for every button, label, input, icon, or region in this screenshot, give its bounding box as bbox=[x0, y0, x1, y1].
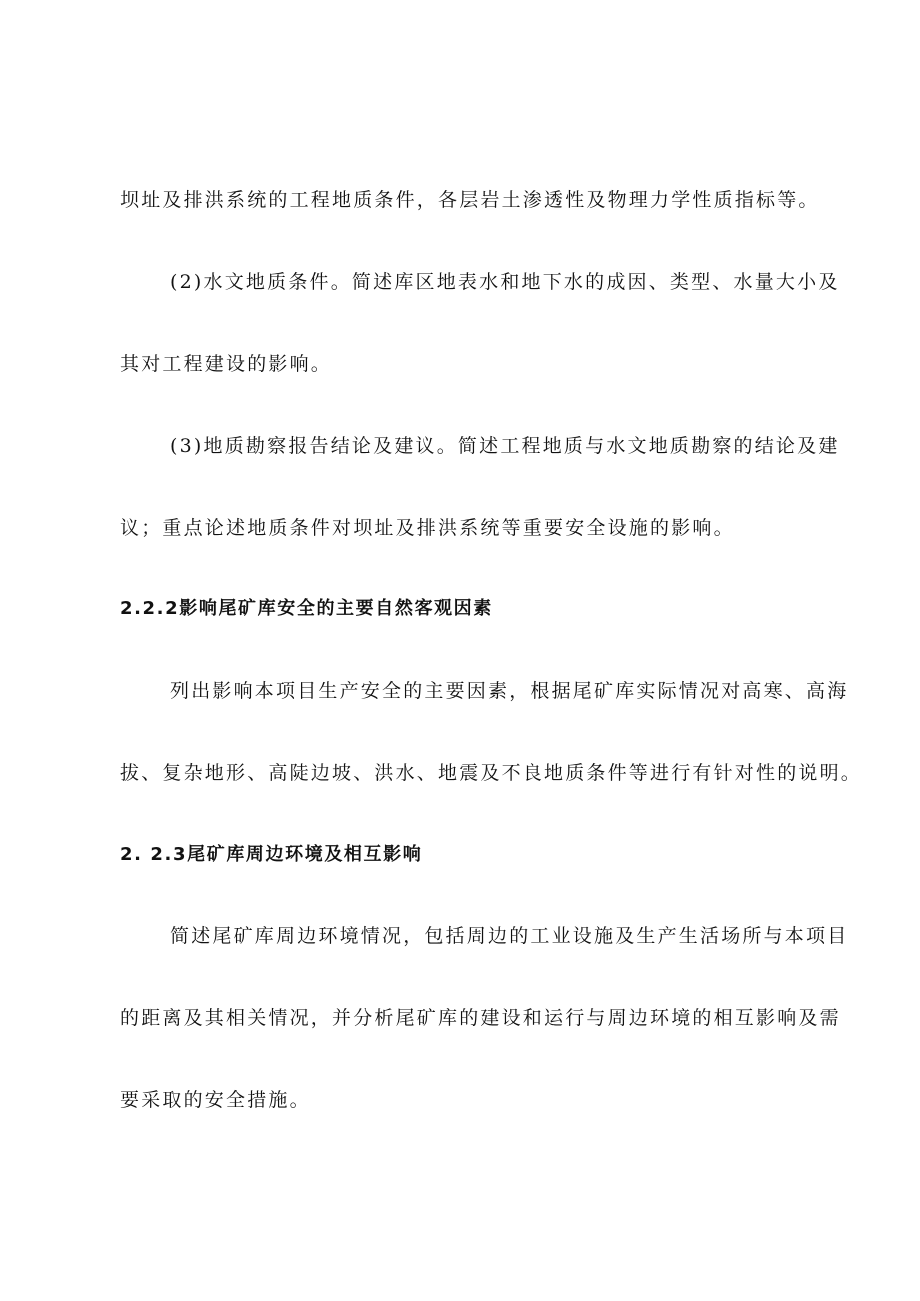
body-text-line: 列出影响本项目生产安全的主要因素，根据尾矿库实际情况对高寒、高海 bbox=[170, 680, 849, 702]
body-text-line: 要采取的安全措施。 bbox=[120, 1089, 311, 1111]
body-text-line: 拔、复杂地形、高陡边坡、洪水、地震及不良地质条件等进行有针对性的说明。 bbox=[120, 762, 863, 784]
body-text-line: 的距离及其相关情况，并分析尾矿库的建设和运行与周边环境的相互影响及需 bbox=[120, 1007, 841, 1029]
body-text-line: (3)地质勘察报告结论及建议。简述工程地质与水文地质勘察的结论及建 bbox=[170, 435, 840, 457]
section-heading-2-2-3: 2. 2.3尾矿库周边环境及相互影响 bbox=[120, 844, 423, 865]
body-text-line: 坝址及排洪系统的工程地质条件，各层岩土渗透性及物理力学性质指标等。 bbox=[120, 189, 820, 211]
body-text-line: (2)水文地质条件。简述库区地表水和地下水的成因、类型、水量大小及 bbox=[170, 271, 840, 293]
body-text-line: 其对工程建设的影响。 bbox=[120, 353, 333, 375]
section-heading-2-2-2: 2.2.2影响尾矿库安全的主要自然客观因素 bbox=[120, 598, 493, 619]
body-text-line: 议；重点论述地质条件对坝址及排洪系统等重要安全设施的影响。 bbox=[120, 517, 735, 539]
body-text-line: 简述尾矿库周边环境情况，包括周边的工业设施及生产生活场所与本项目 bbox=[170, 925, 849, 947]
